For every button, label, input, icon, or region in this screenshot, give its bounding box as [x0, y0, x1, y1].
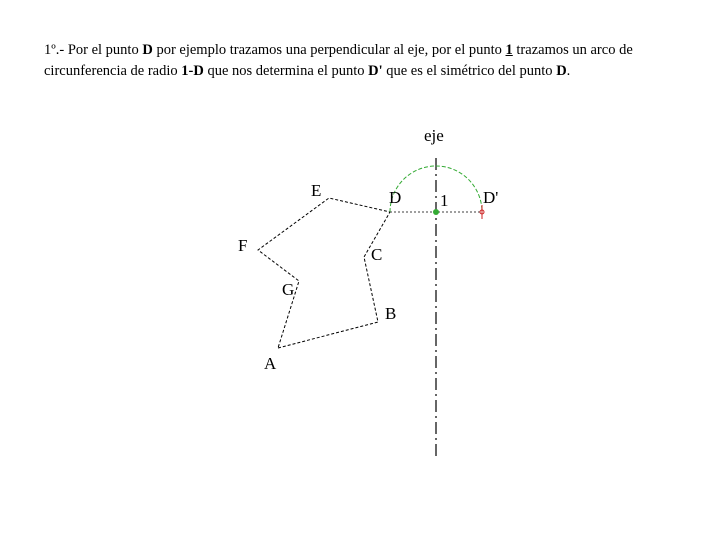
label-g: G: [282, 280, 295, 299]
desc-part-3: trazamos un arco de circunferencia de radio: [44, 42, 633, 79]
polygon-figure: [258, 198, 390, 348]
desc-part-4: que nos determina el punto: [203, 63, 369, 79]
label-1: 1: [440, 191, 449, 210]
label-d-prime: D': [483, 188, 499, 207]
desc-point-1: 1: [505, 42, 513, 58]
desc-point-d-prime: D': [368, 63, 383, 79]
desc-part-1: 1º.- Por el punto: [44, 42, 143, 58]
point-1-marker: [433, 209, 439, 215]
desc-part-5: que es el simétrico del punto: [382, 63, 557, 79]
label-f: F: [238, 236, 248, 255]
label-c: C: [371, 245, 383, 264]
desc-point-d: D: [142, 42, 153, 58]
label-d: D: [389, 188, 402, 207]
desc-part-6: .: [566, 63, 571, 79]
label-b: B: [385, 304, 397, 323]
label-e: E: [311, 181, 322, 200]
label-a: A: [264, 354, 277, 373]
desc-part-2: por ejemplo trazamos una perpendicular al eje, por el punto: [152, 42, 506, 58]
label-axis: eje: [424, 126, 444, 145]
desc-radius: 1-D: [181, 63, 204, 79]
desc-point-d-2: D: [556, 63, 567, 79]
